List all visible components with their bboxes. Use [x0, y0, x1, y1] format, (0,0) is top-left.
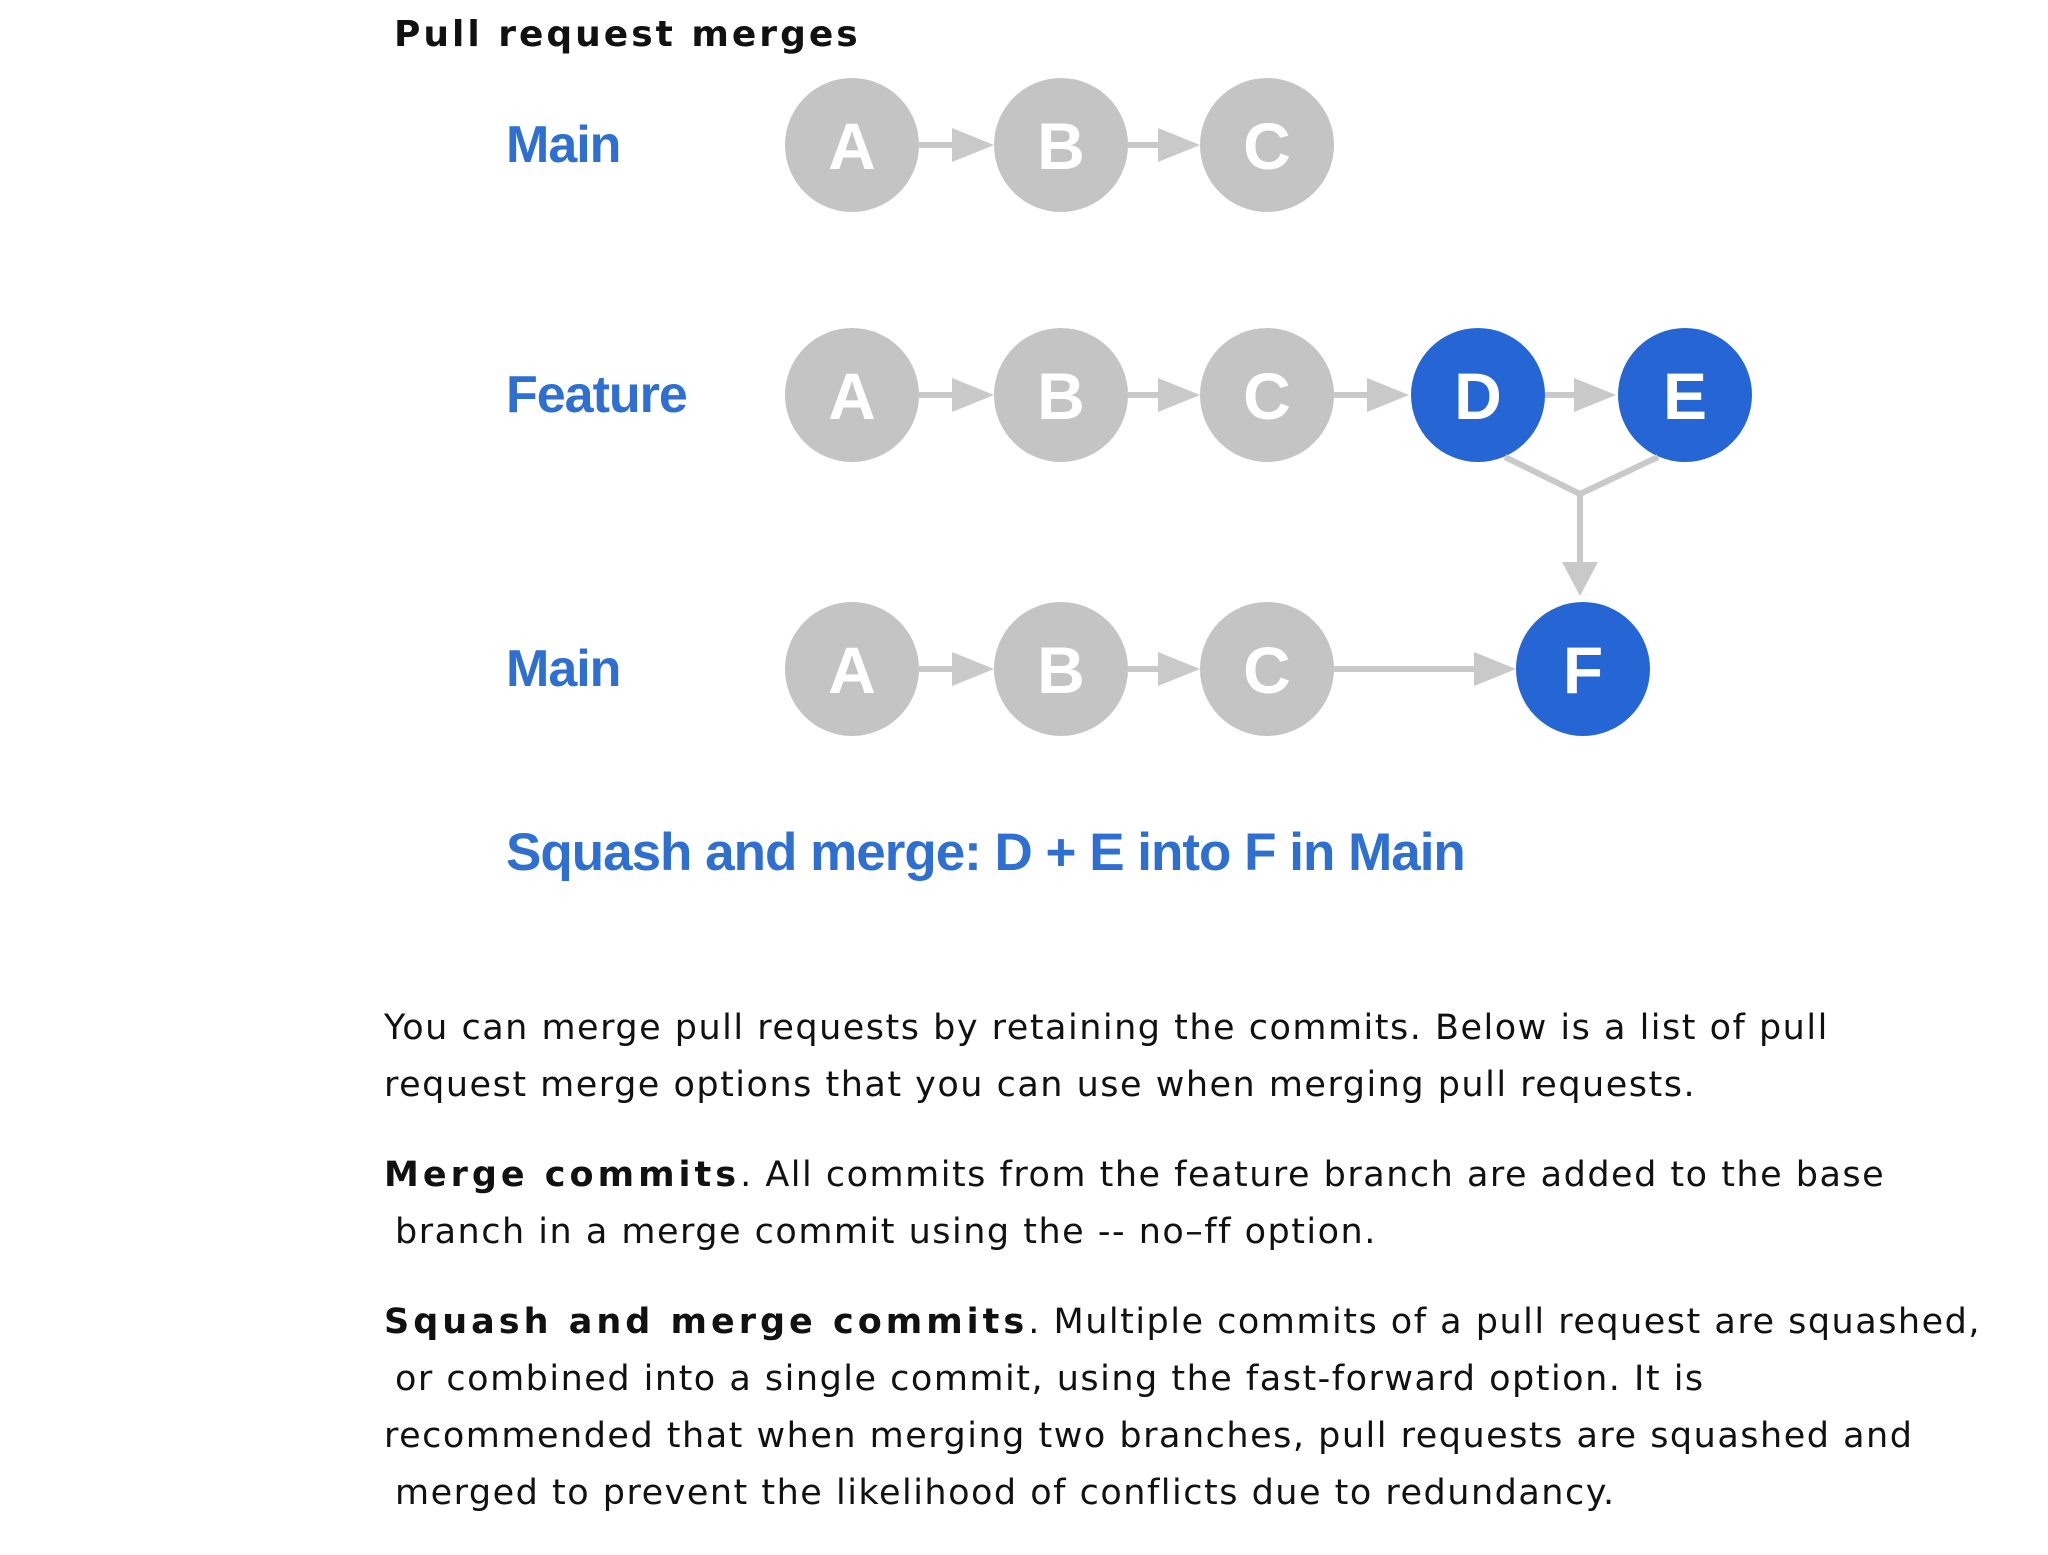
text-line: [384, 1294, 1981, 1351]
connector-arrow: [1128, 378, 1200, 412]
commit-E: [1618, 328, 1752, 462]
svg-text:C: C: [1243, 109, 1291, 183]
svg-text:B: B: [1037, 109, 1085, 183]
connector-arrow: [919, 378, 994, 412]
branch-label-main-before: Main: [506, 116, 621, 174]
connector-arrow: [1545, 378, 1616, 412]
svg-text:A: A: [828, 109, 876, 183]
intro-paragraph: [384, 1000, 1864, 1114]
commit-F: [1516, 602, 1650, 736]
merge-commits-term: Merge commits: [384, 1155, 741, 1195]
commit-C: [1200, 602, 1334, 736]
commit-A: [785, 328, 919, 462]
commit-C: [1200, 78, 1334, 212]
row-main-after: [506, 602, 1650, 736]
connector-arrow: [919, 128, 994, 162]
row-main-before: [506, 78, 1334, 212]
svg-text:B: B: [1037, 633, 1085, 707]
page-title: Pull request merges: [394, 14, 861, 55]
svg-text:F: F: [1562, 633, 1604, 707]
squash-connector: [1505, 457, 1658, 596]
text-line: request merge options that you can use when merging pull requests.: [384, 1065, 1697, 1105]
svg-text:E: E: [1662, 359, 1708, 433]
merge-commits-paragraph: [384, 1147, 1886, 1261]
branch-label-feature: Feature: [506, 366, 687, 424]
connector-arrow: [1334, 652, 1516, 686]
text-line: merged to prevent the likelihood of conflicts due to redundancy.: [395, 1473, 1616, 1513]
commit-A: [785, 602, 919, 736]
text-line: recommended that when merging two branches, pull requests are squashed and: [384, 1416, 1914, 1456]
merge-commits-text: . All commits from the feature branch are added to the base: [740, 1155, 1886, 1195]
squash-commits-paragraph: [384, 1294, 1981, 1522]
commit-B: [994, 78, 1128, 212]
svg-text:C: C: [1243, 359, 1291, 433]
svg-text:B: B: [1037, 359, 1085, 433]
svg-text:A: A: [828, 359, 876, 433]
commit-C: [1200, 328, 1334, 462]
branch-label-main-after: Main: [506, 640, 621, 698]
commit-B: [994, 328, 1128, 462]
text-line: [384, 1147, 1886, 1204]
svg-text:A: A: [828, 633, 876, 707]
row-feature: [506, 328, 1752, 462]
text-line: You can merge pull requests by retaining the commits. Below is a list of pull: [384, 1008, 1829, 1048]
connector-arrow: [1128, 128, 1200, 162]
text-line: branch in a merge commit using the -- no–ff option.: [395, 1212, 1377, 1252]
squash-commits-term: Squash and merge commits: [384, 1302, 1029, 1342]
commit-B: [994, 602, 1128, 736]
svg-text:D: D: [1454, 359, 1502, 433]
commit-D: [1411, 328, 1545, 462]
text-line: or combined into a single commit, using the fast-forward option. It is: [395, 1359, 1705, 1399]
svg-text:C: C: [1243, 633, 1291, 707]
squash-commits-text: . Multiple commits of a pull request are squashed,: [1028, 1302, 1981, 1342]
article-body: [384, 1000, 1981, 1555]
connector-arrow: [1128, 652, 1200, 686]
connector-arrow: [919, 652, 994, 686]
commit-A: [785, 78, 919, 212]
connector-arrow: [1334, 378, 1409, 412]
diagram-caption: Squash and merge: D + E into F in Main: [506, 823, 1465, 882]
